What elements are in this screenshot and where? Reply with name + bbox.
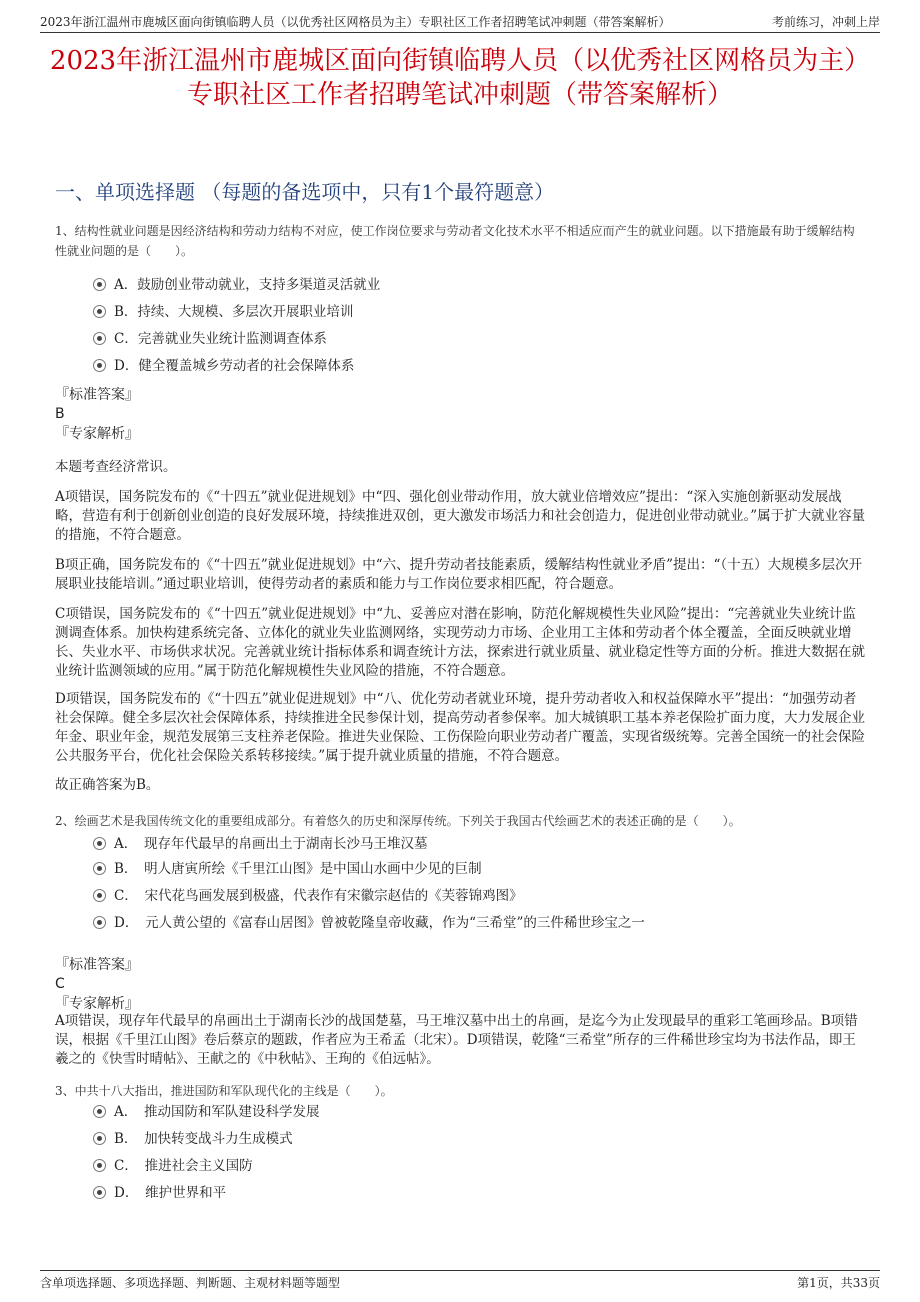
question-1-stem: 1、结构性就业问题是因经济结构和劳动力结构不对应，使工作岗位要求与劳动者文化技术水平不相适应而产生的就业问题。以下措施最有助于缓解结构性就业问题的是（ ）。 [55, 224, 855, 258]
radio-icon[interactable] [93, 1159, 106, 1172]
q2-option-a[interactable] [93, 833, 428, 855]
q1-option-c[interactable] [93, 328, 327, 350]
footer-question-types: 含单项选择题、多项选择题、判断题、主观材料题等题型 [40, 1276, 341, 1290]
section-title: 一、单项选择题 （每题的备选项中，只有1个最符题意） [55, 180, 555, 204]
q1-analysis-c: C项错误，国务院发布的《“十四五”就业促进规划》中“九、妥善应对潜在影响，防范化解规模性失业风险”提出：“完善就业失业统计监测调查体系。加快构建系统完备、立体化的就业失业监测网络，实现劳动力市场、企业用工主体和劳动者个体全覆盖，全面反映就业增长、失业水平、市场供求状况。完善就业统计指标体系和调查统计方法，探索进行就业质量、就业稳定性等方面的分析。推进大数据在就业统计监测领域的应用。”属于防范化解规模性失业风险的措施，不符合题意。 [55, 606, 865, 679]
question-2-stem: 2、绘画艺术是我国传统文化的重要组成部分。有着悠久的历史和深厚传统。下列关于我国古代绘画艺术的表述正确的是（ ）。 [55, 814, 741, 828]
q1-analysis-intro: 本题考查经济常识。 [55, 459, 177, 475]
radio-icon[interactable] [93, 305, 106, 318]
header-doc-title: 2023年浙江温州市鹿城区面向街镇临聘人员（以优秀社区网格员为主）专职社区工作者招聘笔试冲刺题（带答案解析） [40, 15, 671, 29]
option-label: D． 维护世界和平 [114, 1185, 227, 1201]
q1-option-b[interactable] [93, 301, 353, 323]
radio-icon[interactable] [93, 332, 106, 345]
q2-analysis-label: 『专家解析』 [55, 996, 139, 1012]
radio-icon[interactable] [93, 1105, 106, 1118]
option-label: B． 明人唐寅所绘《千里江山图》是中国山水画中少见的巨制 [114, 861, 482, 877]
radio-icon[interactable] [93, 1186, 106, 1199]
q3-option-c[interactable] [93, 1155, 253, 1177]
option-label: B． 加快转变战斗力生成模式 [114, 1131, 293, 1147]
q2-option-b[interactable] [93, 858, 482, 880]
radio-icon[interactable] [93, 837, 106, 850]
option-label: C． 宋代花鸟画发展到极盛，代表作有宋徽宗赵佶的《芙蓉锦鸡图》 [114, 888, 523, 904]
q1-answer-label: 『标准答案』 [55, 387, 139, 403]
q3-option-d[interactable] [93, 1182, 226, 1204]
radio-icon[interactable] [93, 862, 106, 875]
radio-icon[interactable] [93, 278, 106, 291]
q2-answer-label: 『标准答案』 [55, 957, 139, 973]
page-footer [40, 1270, 880, 1291]
q1-analysis-b: B项正确，国务院发布的《“十四五”就业促进规划》中“六、提升劳动者技能素质，缓解结构性就业矛盾”提出：“（十五）大规模多层次开展职业技能培训。”通过职业培训，使得劳动者的素质和能力与工作岗位要求相匹配，符合题意。 [55, 557, 863, 592]
radio-icon[interactable] [93, 359, 106, 372]
option-label: D． 元人黄公望的《富春山居图》曾被乾隆皇帝收藏，作为“三希堂”的三件稀世珍宝之一 [114, 915, 645, 931]
option-label: B．持续、大规模、多层次开展职业培训 [114, 304, 354, 320]
page-number: 第1页，共33页 [797, 1276, 880, 1290]
option-label: C． 推进社会主义国防 [114, 1158, 253, 1174]
q1-analysis-d: D项错误，国务院发布的《“十四五”就业促进规划》中“八、优化劳动者就业环境，提升劳动者收入和权益保障水平”提出：“加强劳动者社会保障。健全多层次社会保障体系，持续推进全民参保计划，提高劳动者参保率。加大城镇职工基本养老保险扩面力度，大力发展企业年金、职业年金，规范发展第三支柱养老保险。推进失业保险、工伤保险向职业劳动者广覆盖，实现省级统筹。完善全国统一的社会保险公共服务平台，优化社会保险关系转移接续。”属于提升就业质量的措施，不符合题意。 [55, 691, 865, 764]
q2-option-c[interactable] [93, 885, 523, 907]
question-3-stem: 3、中共十八大指出，推进国防和军队现代化的主线是（ ）。 [55, 1084, 393, 1098]
q1-analysis-label: 『专家解析』 [55, 426, 139, 442]
document-title: 2023年浙江温州市鹿城区面向街镇临聘人员（以优秀社区网格员为主）专职社区工作者招聘笔试冲刺题（带答案解析） [49, 46, 871, 110]
q2-option-d[interactable] [93, 912, 645, 934]
q2-analysis: A项错误，现存年代最早的帛画出土于湖南长沙的战国楚墓，马王堆汉墓中出土的帛画，是迄今为止发现最早的重彩工笔画珍品。B项错误，根据《千里江山图》卷后蔡京的题跋，作者应为王希孟（北宋）。D项错误，乾隆“三希堂”所存的三件稀世珍宝均为书法作品，即王羲之的《快雪时晴帖》、王献之的《中秋帖》、王珣的《伯远帖》。 [55, 1013, 858, 1067]
radio-icon[interactable] [93, 916, 106, 929]
page-header [40, 10, 880, 33]
q1-option-a[interactable] [93, 274, 380, 296]
q1-conclusion: 故正确答案为B。 [55, 777, 160, 793]
option-label: A． 推动国防和军队建设科学发展 [114, 1104, 320, 1120]
radio-icon[interactable] [93, 889, 106, 902]
q3-option-b[interactable] [93, 1128, 293, 1150]
header-slogan: 考前练习，冲刺上岸 [771, 15, 880, 29]
q1-option-d[interactable] [93, 355, 354, 377]
option-label: A． 现存年代最早的帛画出土于湖南长沙马王堆汉墓 [114, 836, 428, 852]
option-label: C．完善就业失业统计监测调查体系 [114, 331, 327, 347]
q3-option-a[interactable] [93, 1101, 320, 1123]
q1-analysis-a: A项错误，国务院发布的《“十四五”就业促进规划》中“四、强化创业带动作用，放大就业倍增效应”提出：“深入实施创新驱动发展战略，营造有利于创新创业创造的良好发展环境，持续推进双创，更大激发市场活力和社会创造力，促进创业带动就业。”属于扩大就业容量的措施，不符合题意。 [55, 489, 866, 543]
radio-icon[interactable] [93, 1132, 106, 1145]
q1-answer: B [55, 406, 65, 422]
q2-answer: C [55, 976, 65, 992]
option-label: D．健全覆盖城乡劳动者的社会保障体系 [114, 358, 355, 374]
option-label: A．鼓励创业带动就业，支持多渠道灵活就业 [114, 277, 381, 293]
